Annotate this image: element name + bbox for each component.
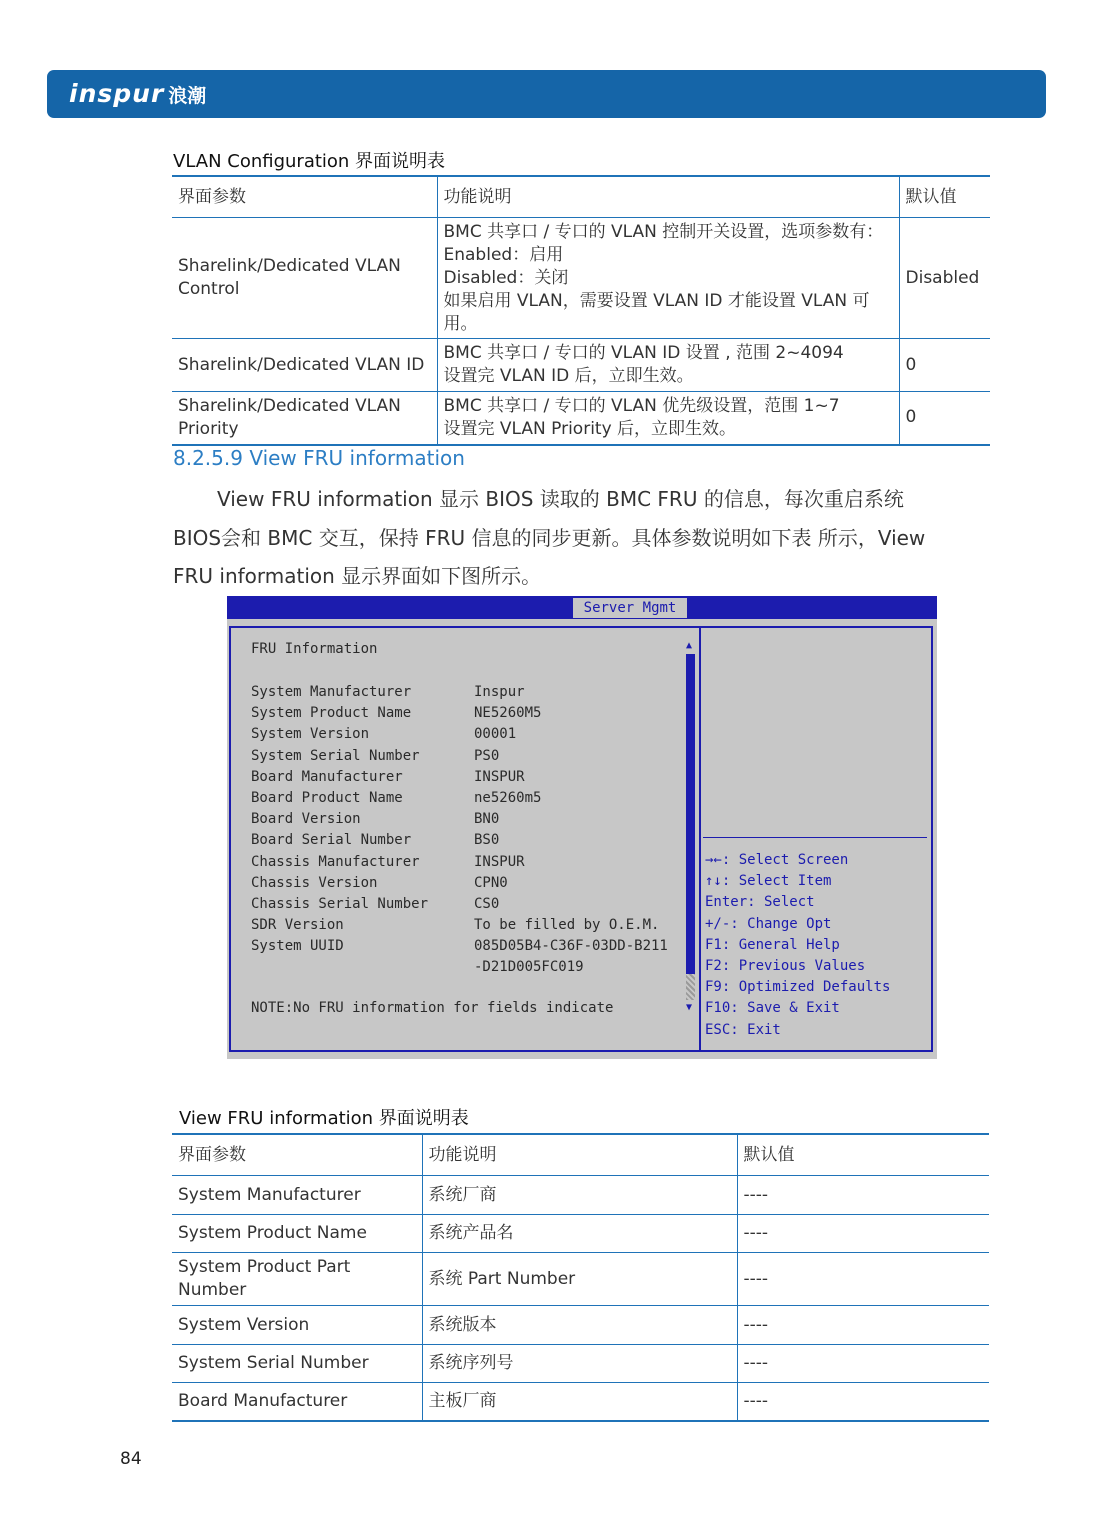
table-row xyxy=(172,392,990,445)
default-cell: 0 xyxy=(899,392,990,445)
param-cell: Sharelink/Dedicated VLAN ID xyxy=(172,339,437,392)
table-row xyxy=(172,1215,989,1253)
bios-divider xyxy=(699,626,701,1052)
header-cell: 界面参数 xyxy=(172,176,437,218)
key-help xyxy=(705,850,890,1041)
param-cell: System Manufacturer xyxy=(172,1176,422,1215)
desc-line: Disabled：关闭 xyxy=(443,267,569,288)
table-header-row xyxy=(172,1134,989,1176)
tab-server-mgmt[interactable]: Server Mgmt xyxy=(573,598,687,618)
fru-key: Board Manufacturer xyxy=(251,768,403,785)
fru-table xyxy=(172,1133,989,1422)
desc-line: BMC 共享口 / 专口的 VLAN ID 设置 , 范围 2~4094 xyxy=(443,343,844,363)
fru-key: Chassis Version xyxy=(251,874,378,891)
fru-row[interactable] xyxy=(251,894,668,915)
fru-value: NE5260M5 xyxy=(474,705,542,722)
desc-cell xyxy=(437,218,899,339)
section-heading: 8.2.5.9 View FRU information xyxy=(173,446,465,470)
fru-key: System UUID xyxy=(251,938,344,955)
help-divider xyxy=(703,837,927,838)
default-cell: 0 xyxy=(899,339,990,392)
desc-line: Enabled：启用 xyxy=(443,244,564,265)
desc-cell: 系统版本 xyxy=(422,1306,737,1345)
param-cell: Sharelink/Dedicated VLAN Priority xyxy=(172,392,437,445)
default-cell: ---- xyxy=(737,1253,989,1306)
fru-value: INSPUR xyxy=(474,768,525,785)
help-select-item: ↑↓: Select Item xyxy=(705,873,832,890)
fru-row[interactable] xyxy=(251,788,668,809)
fru-value: PS0 xyxy=(474,747,500,764)
default-cell: ---- xyxy=(737,1176,989,1215)
fru-row[interactable] xyxy=(251,873,668,894)
fru-key: System Product Name xyxy=(251,705,412,722)
fru-key: Board Version xyxy=(251,811,361,828)
help-previous-values: F2: Previous Values xyxy=(705,958,866,975)
logo-text: inspur xyxy=(69,79,165,108)
fru-row[interactable] xyxy=(251,767,668,788)
fru-row[interactable] xyxy=(251,936,668,957)
fru-row[interactable] xyxy=(251,682,668,703)
desc-cell: 系统 Part Number xyxy=(422,1253,737,1306)
fru-key: System Serial Number xyxy=(251,747,420,764)
paragraph-text: View FRU information 显示 BIOS 读取的 BMC FRU 的信息，每次重启系统 BIOS会和 BMC 交互，保持 FRU 信息的同步更新。具体参数说明如下表 所示，View FRU information 显示界面如下图所示。 xyxy=(173,487,926,588)
fru-row[interactable] xyxy=(251,746,668,767)
fru-row[interactable] xyxy=(251,703,668,724)
param-cell: System Version xyxy=(172,1306,422,1345)
default-cell: Disabled xyxy=(899,218,990,339)
header-cell: 界面参数 xyxy=(172,1134,422,1176)
header-cell: 功能说明 xyxy=(437,176,899,218)
scroll-up-arrow-icon[interactable]: ▲ xyxy=(686,640,693,651)
table-row xyxy=(172,339,990,392)
table-row xyxy=(172,218,990,339)
fru-table-caption: View FRU information 界面说明表 xyxy=(179,1108,469,1129)
desc-cell: 系统序列号 xyxy=(422,1345,737,1383)
help-esc-exit: ESC: Exit xyxy=(705,1021,781,1038)
desc-line: BMC 共享口 / 专口的 VLAN 控制开关设置，选项参数有： xyxy=(443,221,884,242)
scroll-down-arrow-icon[interactable]: ▼ xyxy=(686,1002,693,1013)
fru-key: Board Serial Number xyxy=(251,832,412,849)
scroll-track xyxy=(686,974,695,1000)
desc-line: 设置完 VLAN ID 后，立即生效。 xyxy=(443,366,694,386)
logo-cn: 浪潮 xyxy=(168,85,207,107)
desc-line: 设置完 VLAN Priority 后，立即生效。 xyxy=(443,418,737,439)
help-select-screen: →←: Select Screen xyxy=(705,852,849,868)
desc-cell: 主板厂商 xyxy=(422,1383,737,1421)
fru-value: To be filled by O.E.M. xyxy=(474,917,660,934)
table-header-row xyxy=(172,176,990,218)
vlan-table-caption: VLAN Configuration 界面说明表 xyxy=(173,151,446,172)
fru-value: ne5260m5 xyxy=(474,789,542,806)
table-row xyxy=(172,1345,989,1383)
fru-value: CPN0 xyxy=(474,874,508,891)
table-row xyxy=(172,1253,989,1306)
fru-row[interactable] xyxy=(251,830,668,851)
fru-key: SDR Version xyxy=(251,917,344,934)
help-save-exit: F10: Save & Exit xyxy=(705,1000,840,1017)
section-paragraph xyxy=(173,480,953,596)
bios-scrollbar[interactable] xyxy=(686,640,695,1013)
default-cell: ---- xyxy=(737,1306,989,1345)
fru-key: Board Product Name xyxy=(251,789,403,806)
fru-value: BN0 xyxy=(474,811,500,828)
vlan-table xyxy=(172,175,990,446)
help-enter-select: Enter: Select xyxy=(705,894,815,911)
fru-list xyxy=(251,682,668,979)
table-row xyxy=(172,1306,989,1345)
page-number: 84 xyxy=(120,1449,142,1469)
fru-value: INSPUR xyxy=(474,853,525,870)
header-bar xyxy=(47,70,1046,118)
inspur-logo xyxy=(69,79,206,108)
help-change-opt: +/-: Change Opt xyxy=(705,915,832,932)
fru-value: -D21D005FC019 xyxy=(474,959,584,976)
param-cell: System Product Name xyxy=(172,1215,422,1253)
header-cell: 默认值 xyxy=(899,176,990,218)
fru-row[interactable] xyxy=(251,809,668,830)
fru-row[interactable] xyxy=(251,915,668,936)
desc-cell: 系统厂商 xyxy=(422,1176,737,1215)
fru-value: BS0 xyxy=(474,832,500,849)
fru-key: Chassis Serial Number xyxy=(251,895,429,912)
param-cell: System Product Part Number xyxy=(172,1253,422,1306)
default-cell: ---- xyxy=(737,1215,989,1253)
fru-key: Chassis Manufacturer xyxy=(251,853,420,870)
table-row xyxy=(172,1383,989,1421)
param-cell: Board Manufacturer xyxy=(172,1383,422,1421)
fru-row[interactable] xyxy=(251,724,668,745)
param-cell: Sharelink/Dedicated VLAN Control xyxy=(172,218,437,339)
desc-line: 如果启用 VLAN，需要设置 VLAN ID 才能设置 VLAN 可用。 xyxy=(443,290,870,334)
fru-key: System Version xyxy=(251,726,370,743)
fru-key: System Manufacturer xyxy=(251,684,412,700)
bios-note: NOTE:No FRU information for fields indicate xyxy=(251,1000,614,1016)
fru-value: 00001 xyxy=(474,726,517,743)
fru-value: CS0 xyxy=(474,895,500,912)
header-cell: 功能说明 xyxy=(422,1134,737,1176)
default-cell: ---- xyxy=(737,1383,989,1421)
desc-line: BMC 共享口 / 专口的 VLAN 优先级设置，范围 1~7 xyxy=(443,395,840,416)
header-cell: 默认值 xyxy=(737,1134,989,1176)
help-optimized-defaults: F9: Optimized Defaults xyxy=(705,979,891,996)
fru-value: 085D05B4-C36F-03DD-B211 xyxy=(474,938,668,955)
desc-cell xyxy=(437,392,899,445)
fru-value: Inspur xyxy=(474,684,525,700)
bios-screenshot xyxy=(227,596,937,1059)
desc-cell xyxy=(437,339,899,392)
desc-cell: 系统产品名 xyxy=(422,1215,737,1253)
default-cell: ---- xyxy=(737,1345,989,1383)
fru-row xyxy=(251,957,668,978)
param-cell: System Serial Number xyxy=(172,1345,422,1383)
table-row xyxy=(172,1176,989,1215)
fru-row[interactable] xyxy=(251,852,668,873)
help-general-help: F1: General Help xyxy=(705,936,840,953)
bios-section-title: FRU Information xyxy=(251,641,378,657)
scroll-thumb[interactable] xyxy=(686,654,695,974)
